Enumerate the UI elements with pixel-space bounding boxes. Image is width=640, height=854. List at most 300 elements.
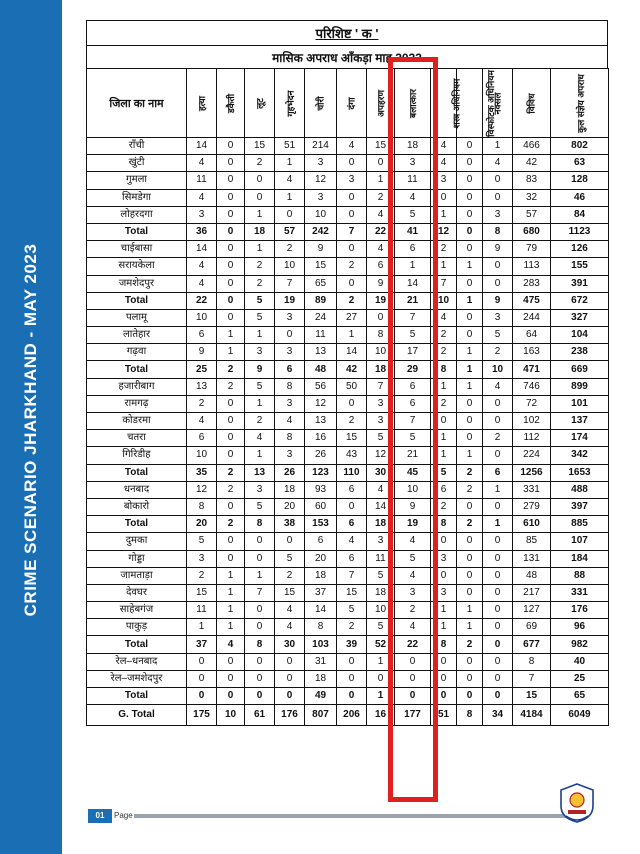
table-cell: 807 — [305, 705, 337, 726]
table-cell: 0 — [457, 567, 483, 584]
table-cell: 35 — [187, 464, 217, 481]
table-cell: 8 — [483, 223, 513, 240]
table-cell: 22 — [367, 223, 395, 240]
table-cell: 11 — [187, 602, 217, 619]
table-cell: 31 — [305, 653, 337, 670]
table-cell: 3 — [245, 481, 275, 498]
table-cell: 9 — [483, 241, 513, 258]
table-cell: 0 — [245, 550, 275, 567]
table-cell: 5 — [431, 464, 457, 481]
table-cell: 7 — [275, 275, 305, 292]
table-cell: 1 — [483, 481, 513, 498]
district-name-cell: साहेबगंज — [87, 602, 187, 619]
column-header — [367, 69, 395, 138]
table-cell: 1 — [217, 344, 245, 361]
table-cell: 672 — [551, 292, 609, 309]
table-cell: 7 — [245, 584, 275, 601]
table-cell: 475 — [513, 292, 551, 309]
table-cell: 4 — [217, 636, 245, 653]
table-cell: 96 — [551, 619, 609, 636]
table-cell: 0 — [337, 189, 367, 206]
header-district-name: जिला का नाम — [87, 69, 187, 138]
table-cell: 8 — [457, 705, 483, 726]
district-name-cell: चतरा — [87, 430, 187, 447]
table-cell: 0 — [217, 533, 245, 550]
table-cell: 4 — [483, 155, 513, 172]
table-cell: 0 — [187, 653, 217, 670]
table-cell: 18 — [395, 138, 431, 155]
table-cell: 7 — [337, 567, 367, 584]
column-header — [513, 69, 551, 138]
subtotal-row — [87, 223, 609, 240]
table-cell: 49 — [305, 688, 337, 705]
table-cell: 127 — [513, 602, 551, 619]
table-cell: 1 — [245, 395, 275, 412]
district-name-cell: सिमडेगा — [87, 189, 187, 206]
table-cell: 331 — [551, 584, 609, 601]
table-cell: 2 — [431, 344, 457, 361]
table-cell: 5 — [367, 430, 395, 447]
table-cell: 0 — [483, 550, 513, 567]
table-cell: 93 — [305, 481, 337, 498]
district-name-cell: खुंटी — [87, 155, 187, 172]
table-cell: 0 — [217, 206, 245, 223]
table-row — [87, 602, 609, 619]
table-cell: 1 — [245, 327, 275, 344]
table-cell: 4 — [431, 309, 457, 326]
table-cell: 10 — [367, 602, 395, 619]
table-row — [87, 584, 609, 601]
table-cell: 0 — [457, 498, 483, 515]
table-cell: 2 — [275, 241, 305, 258]
table-cell: 113 — [513, 258, 551, 275]
table-cell: 12 — [187, 481, 217, 498]
table-cell: 2 — [217, 464, 245, 481]
table-cell: 12 — [431, 223, 457, 240]
table-cell: 0 — [217, 241, 245, 258]
table-cell: 0 — [337, 395, 367, 412]
table-cell: 12 — [367, 447, 395, 464]
table-cell: 0 — [245, 189, 275, 206]
table-cell: 40 — [551, 653, 609, 670]
table-cell: 0 — [457, 413, 483, 430]
table-cell: 0 — [275, 670, 305, 687]
table-cell: 10 — [187, 447, 217, 464]
table-cell: 9 — [483, 292, 513, 309]
table-cell: 20 — [305, 550, 337, 567]
column-header — [245, 69, 275, 138]
table-row — [87, 258, 609, 275]
table-cell: 22 — [395, 636, 431, 653]
table-row — [87, 447, 609, 464]
column-header-label: अपहरण — [376, 89, 386, 117]
page-label: Page — [114, 811, 133, 820]
district-name-cell: G. Total — [87, 705, 187, 726]
subtotal-row — [87, 516, 609, 533]
table-cell: 4 — [337, 138, 367, 155]
column-header — [217, 69, 245, 138]
table-cell: 0 — [217, 688, 245, 705]
table-cell: 6 — [367, 258, 395, 275]
table-cell: 217 — [513, 584, 551, 601]
table-cell: 6 — [337, 550, 367, 567]
table-cell: 8 — [245, 516, 275, 533]
subtotal-row — [87, 292, 609, 309]
table-cell: 5 — [337, 602, 367, 619]
table-cell: 8 — [513, 653, 551, 670]
appendix-heading — [86, 20, 608, 45]
table-cell: 982 — [551, 636, 609, 653]
table-cell: 1 — [431, 258, 457, 275]
grand-total-row — [87, 705, 609, 726]
table-cell: 1 — [431, 206, 457, 223]
table-cell: 466 — [513, 138, 551, 155]
table-cell: 1 — [217, 602, 245, 619]
table-cell: 3 — [483, 206, 513, 223]
table-cell: 342 — [551, 447, 609, 464]
table-cell: 3 — [275, 447, 305, 464]
table-cell: 10 — [367, 344, 395, 361]
table-cell: 51 — [275, 138, 305, 155]
table-cell: 163 — [513, 344, 551, 361]
page-footer — [62, 809, 640, 823]
table-cell: 0 — [337, 155, 367, 172]
table-cell: 488 — [551, 481, 609, 498]
table-row — [87, 344, 609, 361]
table-cell: 18 — [367, 584, 395, 601]
table-cell: 214 — [305, 138, 337, 155]
table-cell: 0 — [483, 670, 513, 687]
table-cell: 19 — [367, 292, 395, 309]
table-cell: 21 — [395, 447, 431, 464]
table-cell: 38 — [275, 516, 305, 533]
table-cell: 22 — [187, 292, 217, 309]
table-cell: 4 — [187, 155, 217, 172]
column-header-label: बलात्कार — [408, 88, 418, 118]
column-header — [431, 69, 462, 138]
table-cell: 0 — [217, 498, 245, 515]
subtotal-row — [87, 636, 609, 653]
table-cell: 397 — [551, 498, 609, 515]
table-cell: 0 — [217, 670, 245, 687]
table-cell: 15 — [187, 584, 217, 601]
table-cell: 155 — [551, 258, 609, 275]
table-cell: 3 — [275, 344, 305, 361]
table-cell: 327 — [551, 309, 609, 326]
table-cell: 61 — [245, 705, 275, 726]
column-header — [305, 69, 337, 138]
district-name-cell: Total — [87, 361, 187, 378]
table-cell: 0 — [337, 498, 367, 515]
table-cell: 11 — [305, 327, 337, 344]
table-cell: 14 — [337, 344, 367, 361]
table-cell: 3 — [275, 309, 305, 326]
table-cell: 2 — [337, 258, 367, 275]
table-cell: 4 — [395, 567, 431, 584]
table-cell: 63 — [551, 155, 609, 172]
table-cell: 0 — [337, 206, 367, 223]
table-cell: 0 — [395, 670, 431, 687]
table-cell: 3 — [305, 189, 337, 206]
table-cell: 0 — [367, 309, 395, 326]
table-cell: 0 — [245, 533, 275, 550]
table-row — [87, 138, 609, 155]
table-cell: 1 — [367, 653, 395, 670]
subtotal-row — [87, 361, 609, 378]
table-cell: 8 — [431, 636, 457, 653]
table-cell: 0 — [217, 275, 245, 292]
table-cell: 0 — [275, 327, 305, 344]
table-cell: 0 — [483, 172, 513, 189]
table-cell: 1 — [457, 447, 483, 464]
table-cell: 14 — [187, 241, 217, 258]
table-cell: 9 — [245, 361, 275, 378]
table-cell: 0 — [483, 189, 513, 206]
table-cell: 0 — [483, 567, 513, 584]
table-cell: 15 — [337, 430, 367, 447]
footer-rule — [134, 814, 584, 818]
table-cell: 2 — [245, 413, 275, 430]
table-cell: 3 — [367, 533, 395, 550]
table-cell: 0 — [483, 498, 513, 515]
table-cell: 2 — [217, 516, 245, 533]
table-cell: 0 — [217, 653, 245, 670]
table-cell: 0 — [483, 653, 513, 670]
table-cell: 2 — [245, 275, 275, 292]
table-cell: 14 — [187, 138, 217, 155]
district-name-cell: जामताड़ा — [87, 567, 187, 584]
sidebar-title: CRIME SCENARIO JHARKHAND - MAY 2023 — [21, 243, 40, 617]
table-cell: 5 — [367, 567, 395, 584]
table-cell: 13 — [187, 378, 217, 395]
table-cell: 0 — [457, 223, 483, 240]
table-cell: 1 — [275, 155, 305, 172]
table-cell: 0 — [457, 275, 483, 292]
table-cell: 10 — [431, 292, 457, 309]
table-cell: 0 — [431, 533, 457, 550]
table-cell: 57 — [513, 206, 551, 223]
table-cell: 238 — [551, 344, 609, 361]
table-cell: 18 — [305, 670, 337, 687]
table-cell: 26 — [275, 464, 305, 481]
table-cell: 103 — [305, 636, 337, 653]
table-cell: 0 — [217, 395, 245, 412]
column-header — [187, 69, 217, 138]
table-cell: 1 — [431, 619, 457, 636]
district-name-cell: धनबाद — [87, 481, 187, 498]
table-cell: 0 — [217, 309, 245, 326]
table-cell: 0 — [431, 670, 457, 687]
table-cell: 610 — [513, 516, 551, 533]
table-row — [87, 567, 609, 584]
table-cell: 0 — [457, 189, 483, 206]
table-cell: 6 — [187, 430, 217, 447]
table-cell: 64 — [513, 327, 551, 344]
column-header-label: नक्सल — [492, 91, 503, 115]
table-cell: 1 — [431, 602, 457, 619]
table-cell: 4 — [187, 275, 217, 292]
table-cell: 1 — [187, 619, 217, 636]
table-row — [87, 241, 609, 258]
table-cell: 2 — [431, 241, 457, 258]
table-cell: 0 — [337, 670, 367, 687]
table-cell: 0 — [457, 533, 483, 550]
table-row — [87, 155, 609, 172]
column-header — [337, 69, 367, 138]
table-cell: 0 — [483, 688, 513, 705]
table-cell: 0 — [457, 584, 483, 601]
table-cell: 3 — [187, 550, 217, 567]
table-cell: 15 — [275, 584, 305, 601]
table-cell: 0 — [217, 223, 245, 240]
table-cell: 56 — [305, 378, 337, 395]
table-cell: 7 — [431, 275, 457, 292]
table-cell: 41 — [395, 223, 431, 240]
table-cell: 11 — [395, 172, 431, 189]
table-cell: 0 — [245, 172, 275, 189]
table-cell: 15 — [245, 138, 275, 155]
table-cell: 4 — [367, 206, 395, 223]
table-cell: 0 — [245, 619, 275, 636]
table-cell: 1256 — [513, 464, 551, 481]
district-name-cell: गुमला — [87, 172, 187, 189]
table-cell: 0 — [217, 189, 245, 206]
table-cell: 32 — [513, 189, 551, 206]
column-header-label: चोरी — [316, 95, 326, 111]
table-cell: 4 — [275, 619, 305, 636]
table-cell: 19 — [395, 516, 431, 533]
table-cell: 65 — [305, 275, 337, 292]
table-cell: 0 — [457, 395, 483, 412]
table-cell: 2 — [457, 516, 483, 533]
table-cell: 4 — [395, 189, 431, 206]
jharkhand-police-logo-icon — [558, 782, 596, 824]
table-cell: 1 — [431, 430, 457, 447]
table-cell: 60 — [305, 498, 337, 515]
table-cell: 10 — [187, 309, 217, 326]
table-cell: 88 — [551, 567, 609, 584]
table-cell: 7 — [395, 413, 431, 430]
table-cell: 2 — [217, 481, 245, 498]
table-cell: 137 — [551, 413, 609, 430]
table-cell: 0 — [457, 670, 483, 687]
table-row — [87, 550, 609, 567]
table-cell: 0 — [431, 653, 457, 670]
table-cell: 51 — [431, 705, 457, 726]
table-row — [87, 172, 609, 189]
district-name-cell: पाकुड़ — [87, 619, 187, 636]
table-cell: 0 — [431, 189, 457, 206]
sidebar-banner — [0, 0, 62, 854]
table-cell: 184 — [551, 550, 609, 567]
table-cell: 0 — [217, 430, 245, 447]
table-cell: 37 — [305, 584, 337, 601]
table-cell: 18 — [275, 481, 305, 498]
table-cell: 0 — [431, 688, 457, 705]
table-cell: 4 — [367, 481, 395, 498]
table-cell: 128 — [551, 172, 609, 189]
table-cell: 175 — [187, 705, 217, 726]
table-cell: 0 — [457, 550, 483, 567]
crime-data-document — [86, 20, 608, 726]
table-cell: 9 — [367, 275, 395, 292]
table-cell: 885 — [551, 516, 609, 533]
table-cell: 42 — [337, 361, 367, 378]
table-cell: 10 — [217, 705, 245, 726]
district-name-cell: लोहरदगा — [87, 206, 187, 223]
column-header-label: विविध — [527, 92, 537, 114]
subtitle-row — [86, 45, 608, 68]
table-cell: 0 — [245, 602, 275, 619]
district-name-cell: राँची — [87, 138, 187, 155]
column-header-label: हत्या — [196, 95, 207, 111]
column-header-label: डकैती — [225, 93, 236, 113]
table-cell: 8 — [367, 327, 395, 344]
table-cell: 2 — [187, 395, 217, 412]
table-cell: 0 — [483, 395, 513, 412]
table-cell: 10 — [483, 361, 513, 378]
table-cell: 26 — [305, 447, 337, 464]
table-cell: 174 — [551, 430, 609, 447]
table-cell: 1 — [457, 619, 483, 636]
table-cell: 899 — [551, 378, 609, 395]
table-cell: 0 — [483, 413, 513, 430]
table-cell: 52 — [367, 636, 395, 653]
table-cell: 25 — [551, 670, 609, 687]
table-cell: 3 — [431, 550, 457, 567]
table-cell: 2 — [457, 481, 483, 498]
table-cell: 2 — [245, 155, 275, 172]
table-cell: 0 — [187, 670, 217, 687]
column-header-label: दंगा — [347, 96, 357, 110]
table-cell: 3 — [367, 395, 395, 412]
table-cell: 27 — [337, 309, 367, 326]
table-cell: 4 — [245, 430, 275, 447]
table-cell: 0 — [337, 688, 367, 705]
table-cell: 0 — [457, 206, 483, 223]
column-header-label: गृहभेदन — [284, 90, 295, 116]
table-cell: 14 — [367, 498, 395, 515]
table-cell: 13 — [305, 413, 337, 430]
column-header — [395, 69, 431, 138]
table-cell: 1 — [217, 584, 245, 601]
table-cell: 3 — [337, 172, 367, 189]
table-cell: 0 — [457, 688, 483, 705]
table-cell: 1123 — [551, 223, 609, 240]
table-cell: 4 — [367, 241, 395, 258]
table-cell: 746 — [513, 378, 551, 395]
table-cell: 84 — [551, 206, 609, 223]
table-cell: 18 — [305, 567, 337, 584]
table-cell: 391 — [551, 275, 609, 292]
table-cell: 24 — [305, 309, 337, 326]
table-cell: 8 — [305, 619, 337, 636]
table-row — [87, 653, 609, 670]
table-cell: 680 — [513, 223, 551, 240]
table-cell: 6 — [187, 327, 217, 344]
table-cell: 4 — [337, 533, 367, 550]
table-cell: 104 — [551, 327, 609, 344]
table-cell: 1 — [457, 361, 483, 378]
table-row — [87, 498, 609, 515]
table-cell: 43 — [337, 447, 367, 464]
table-cell: 12 — [305, 172, 337, 189]
district-name-cell: कोडरमा — [87, 413, 187, 430]
table-cell: 4 — [431, 155, 457, 172]
table-cell: 5 — [367, 619, 395, 636]
subtotal-row — [87, 688, 609, 705]
table-cell: 153 — [305, 516, 337, 533]
